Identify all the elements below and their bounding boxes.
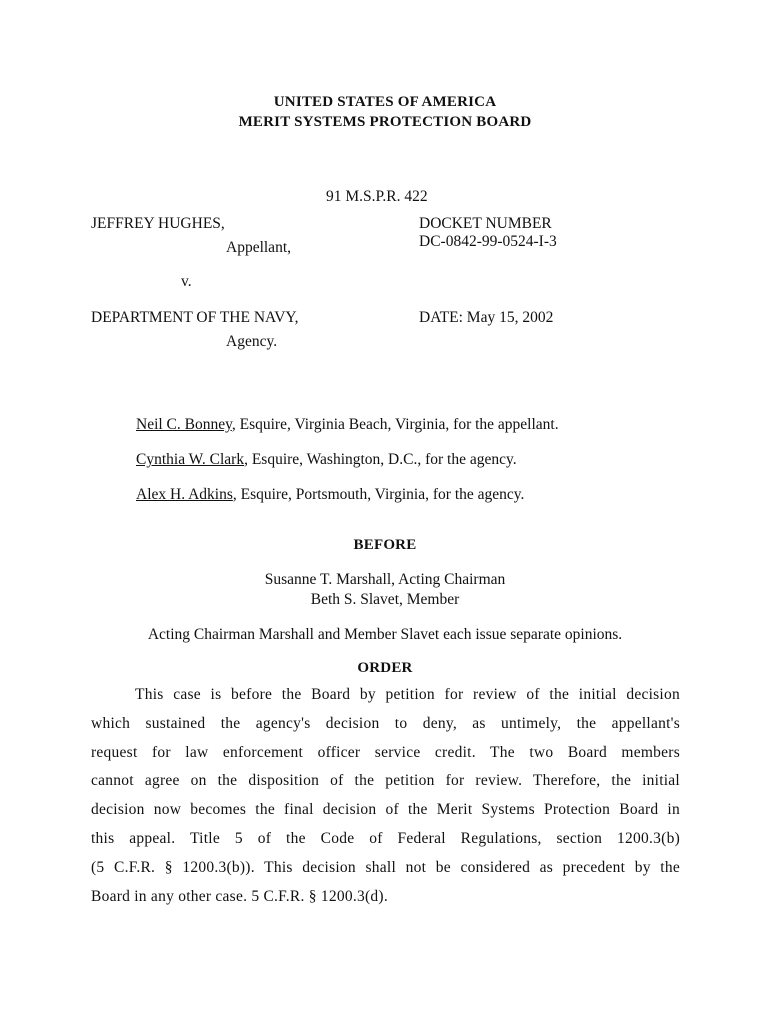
counsel-details: , Esquire, Virginia Beach, Virginia, for the appellant. [231,416,559,433]
order-line: this appeal. Title 5 of the Code of Federal Regulations, section 1200.3(b) [91,829,680,847]
appellant-role: Appellant, [226,239,291,256]
order-line: cannot agree on the disposition of the petition for review. Therefore, the initial [91,772,680,790]
counsel-line-agency-1 [136,451,517,469]
counsel-name: Neil C. Bonney [136,416,232,433]
agency-role: Agency. [226,333,278,350]
order-line: This case is before the Board by petition for review of the initial decision [135,686,680,703]
docket-label: DOCKET NUMBER [419,215,552,232]
docket-number: DC-0842-99-0524-I-3 [419,233,557,250]
counsel-name: Alex H. Adkins [136,486,233,503]
order-line: which sustained the agency's decision to deny, as untimely, the appellant's [91,714,680,732]
order-line: (5 C.F.R. § 1200.3(b)). This decision shall not be considered as precedent by the [91,858,680,876]
agency-country-heading: UNITED STATES OF AMERICA [273,94,497,110]
before-heading: BEFORE [353,537,417,553]
agency-name: DEPARTMENT OF THE NAVY, [91,309,299,326]
counsel-name: Cynthia W. Clark [136,451,245,468]
board-member-2: Beth S. Slavet, Member [310,591,460,608]
counsel-line-agency-2 [136,486,524,504]
decision-date: DATE: May 15, 2002 [419,309,554,326]
counsel-details: , Esquire, Washington, D.C., for the agency. [244,451,517,468]
versus: v. [181,273,192,290]
order-line: decision now becomes the final decision of the Merit Systems Protection Board in [91,801,680,819]
board-member-1: Susanne T. Marshall, Acting Chairman [264,571,506,588]
citation: 91 M.S.P.R. 422 [326,188,428,205]
board-name-heading: MERIT SYSTEMS PROTECTION BOARD [238,114,532,130]
order-line: request for law enforcement officer service credit. The two Board members [91,743,680,761]
counsel-line-appellant [136,416,559,434]
order-heading: ORDER [357,660,413,676]
order-line: Board in any other case. 5 C.F.R. § 1200.3(d). [91,887,388,905]
order-body [91,681,680,911]
separate-opinions-note: Acting Chairman Marshall and Member Slavet each issue separate opinions. [147,626,623,643]
counsel-details: , Esquire, Portsmouth, Virginia, for the agency. [232,486,525,503]
appellant-name: JEFFREY HUGHES, [91,215,225,232]
